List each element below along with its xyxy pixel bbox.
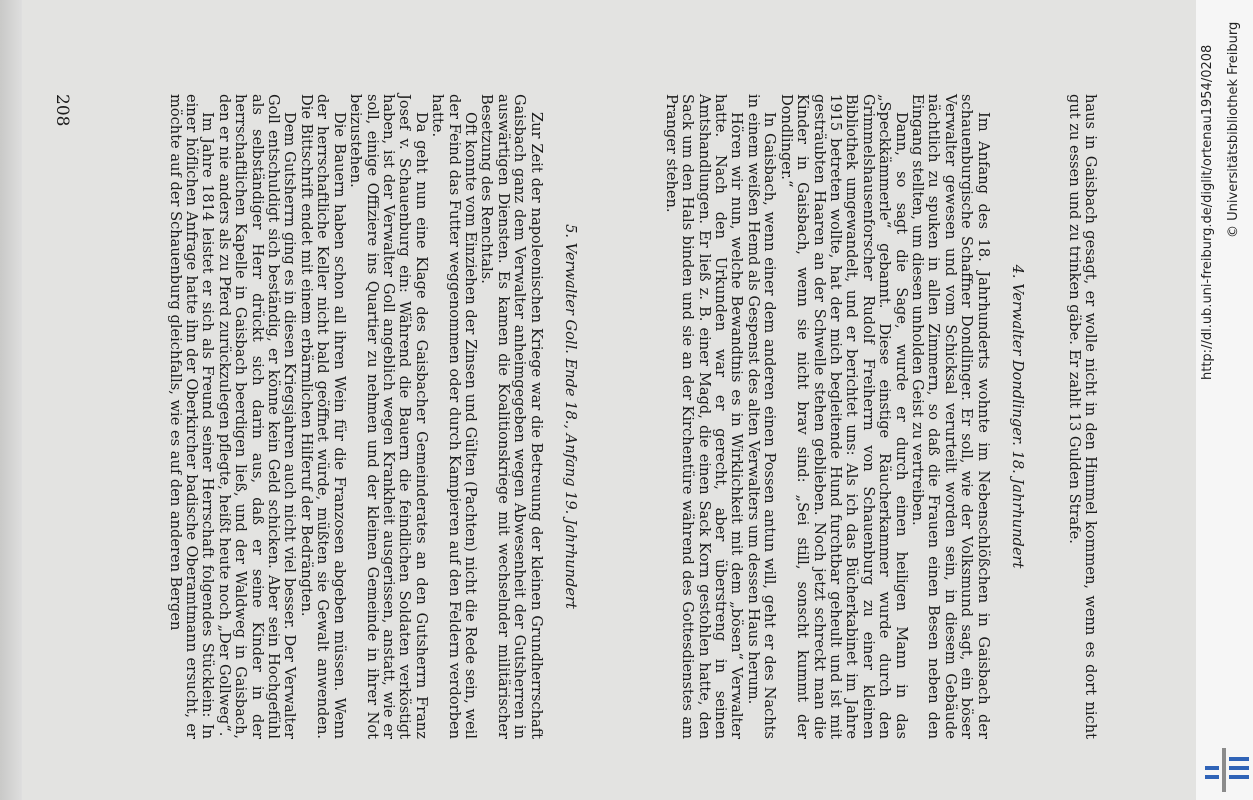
intro-text <box>1065 94 1098 739</box>
section-4-paragraph: Dann, so sagt die Sage, wurde er durch einen heiligen Mann in das „Speckkämmerle“ gebannt. Diese einstige Räucherkammer wurde durch den Grimmelshausenforscher Rudolf Freiherrn von Schauenburg zu einer kleinen Bibliothek umgewandelt, und er berichtet uns: Als ich das Bücherkabinet im Jahre 1915 betreten wollte, hat der mich begleitende Hund furchtbar geheult und ist mit gesträubten Haaren an der Schwelle stehen geblieben. Noch jetzt schreckt man die Kinder in Gaisbach, wenn sie nicht brav sind: „Sei still, sonscht kummt der Dondlinger.“ <box>777 94 910 739</box>
margin-strip <box>1196 0 1253 800</box>
section-5-paragraph: Im Jahre 1814 leistet er sich als Freund seiner Herrschaft folgendes Stücklein: In einer höflichen Anfrage hatte ihn der Oberkircher badische Oberamtmann ersucht, er möchte auf der Schauenburg gleichfalls, wie es auf den anderen Bergen <box>166 94 217 739</box>
section-5 <box>166 94 578 739</box>
section-5-paragraph: Die Bauern haben schon all ihren Wein für die Franzosen abgeben müssen. Wenn der herrschaftliche Keller nicht bald geöffnet würde, müßten sie Gewalt anwenden. Die Bittschrift endet mit einem erbärmlichen Hilferuf der Bedrängten. <box>297 94 348 739</box>
section-4-heading: 4. Verwalter Dondlinger. 18. Jahrhundert <box>1009 264 1026 569</box>
section-4-paragraph: In Gaisbach, wenn einer dem anderen einen Possen antun will, geht er des Nachts in einem weißen Hemd als Gespenst des alten Verwalters um dessen Haus herum. <box>744 94 779 739</box>
section-4 <box>662 94 1025 739</box>
ub-freiburg-logo-icon <box>1205 748 1249 792</box>
section-5-paragraph: Zur Zeit der napoleonischen Kriege war die Betreuung der kleinen Grundherrschaft Gaisbach ganz dem Verwalter anheimgegeben wegen Abwesenheit der Gutsherren in auswärtigen Diensten. Es kamen die Koalitionskriege mit wechselnder militärischer Besetzung des Renchtals. <box>478 94 545 739</box>
section-5-paragraph: Da geht nun eine Klage des Gaisbacher Gemeinderates an den Gutsherrn Franz Josef v. Schauenburg ein: Während die Bauern die feindlichen Soldaten verköstigt haben, ist der Verwalter Goll angeblich wegen Krankheit ausgerissen, anstatt, wie er soll, einige Offiziere ins Quartier zu nehmen und der kleinen Gemeinde in ihrer Not beizustehen. <box>347 94 430 739</box>
page-number: 208 <box>52 94 72 127</box>
intro-paragraph: haus in Gaisbach gesagt, er wolle nicht in den Himmel kommen, wenn es dort nicht gut zu essen und zu trinken gäbe. Er zahlt 13 Gulden Strafe. <box>1065 94 1099 739</box>
section-5-paragraph: Dem Gutsherrn ging es in diesen Kriegsjahren auch nicht viel besser. Der Verwalter Goll entschuldigt sich beständig, er könne kein Geld schicken. Aber sein Hochgefühl als selbständiger Herr drückt sich darin aus, daß er seine Kinder in der herrschaftlichen Kapelle in Gaisbach beerdigen ließ, und der Waldweg in Gaisbach, den er nie anders als zu Pferd zurückzulegen pflegte, heißt heute noch „Der Gollweg“. <box>215 94 299 739</box>
section-4-paragraph: Im Anfang des 18. Jahrhunderts wohnte im Nebenschlößchen in Gaisbach der schauenburgische Schaffner Dondlinger. Er soll, wie der Volksmund sagt, ein böser Verwalter gewesen und vom Schicksal verurteilt worden sein, in diesem Gebäude nächtlich zu spuken in allen Zimmern, so daß die Frauen einen Besen neben den Eingang stellten, um diesen unholden Geist zu vertreiben. <box>908 94 992 739</box>
section-5-heading: 5. Verwalter Goll. Ende 18., Anfang 19. Jahrhundert <box>562 224 579 609</box>
section-5-paragraph: Oft konnte vom Einziehen der Zinsen und Gülten (Pachten) nicht die Rede sein, weil der Feind das Futter weggenommen oder durch Kampieren auf den Feldern verdorben hatte. <box>429 94 479 739</box>
source-url[interactable]: http://dl.ub.uni-freiburg.de/diglit/ortenau1954/0208 <box>1200 44 1215 380</box>
copyright-notice: © Universitätsbibliothek Freiburg <box>1226 21 1241 238</box>
section-4-paragraph: Hören wir nun, welche Bewandtnis es in Wirklichkeit mit dem „bösen“ Verwalter hatte. Nach den Urkunden war er gerecht, aber überstreng in seinen Amtshandlungen. Er ließ z. B. einer Magd, die einen Sack Korn gestohlen hatte, den Sack um den Hals binden und sie an der Kirchentüre während des Gottesdienstes am Pranger stehen. <box>662 94 746 739</box>
